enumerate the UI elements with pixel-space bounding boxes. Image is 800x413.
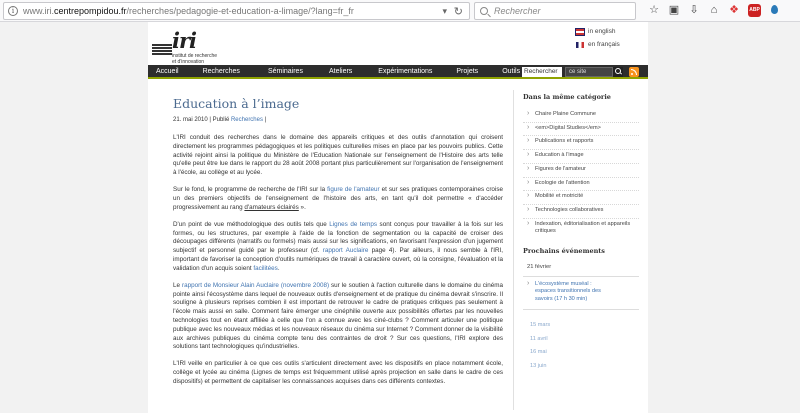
list-item[interactable]: › Mobilité et motricité xyxy=(523,191,639,205)
toolbar-icons xyxy=(648,4,779,17)
reload-icon[interactable]: ↻ xyxy=(453,6,463,18)
browser-search-input[interactable] xyxy=(474,2,636,20)
list-item[interactable]: › Ecologie de l'attention xyxy=(523,178,639,192)
published-label: Publié xyxy=(212,117,230,123)
date-link[interactable]: 13 juin xyxy=(530,362,547,369)
lignes-de-temps-link[interactable]: Lignes de temps xyxy=(329,220,378,228)
event-link[interactable]: › L'écosystème muséal : espaces transitionnels des savoirs (17 h 30 min) xyxy=(523,276,639,311)
article xyxy=(173,96,503,395)
category-link[interactable]: Recherches xyxy=(230,117,263,123)
category-list xyxy=(523,109,639,239)
url-bar[interactable] xyxy=(3,2,470,20)
download-icon[interactable]: ⇩ xyxy=(689,4,699,16)
list-item[interactable]: › Figures de l'amateur xyxy=(523,164,639,178)
events-title: Prochains événements xyxy=(523,246,605,255)
article-meta xyxy=(173,117,503,123)
url-dropdown-icon[interactable]: ▾ xyxy=(442,6,447,16)
list-item[interactable]: › <em>Digital Studies</em> xyxy=(523,123,639,137)
paragraph-2: Sur le fond, le programme de recherche de l'IRI sur la figure de l'amateur et sur ses pratiques contemporaines croise un des premiers objectifs de l'enseignement de l'histoire des arts, en tant qu'il doit permettre « d'accéder progressivement au rang d'amateurs éclairés ». xyxy=(173,186,503,211)
dropper-icon[interactable] xyxy=(769,4,779,17)
article-title: Education à l’image xyxy=(173,96,300,111)
paragraph-5: L'IRI veille en particulier à ce que ces outils s'articulent directement avec les dispositifs en place notamment école, collège et lycée au cinéma (Lignes de temps est fréquemment utilisé après projection en salle dans le cadre de ces dispositifs) et permettent de capitaliser les connaissances acquises dans ces différents contextes. xyxy=(173,360,503,385)
browser-search-placeholder: Rechercher xyxy=(494,6,541,16)
nav-item-ateliers[interactable]: Ateliers xyxy=(328,67,353,75)
facilitees-link[interactable]: facilitées xyxy=(253,264,278,272)
browser-toolbar xyxy=(0,0,800,22)
meta-separator: | xyxy=(264,117,267,123)
nav-item-projets[interactable]: Projets xyxy=(456,67,479,75)
page-viewport xyxy=(0,22,800,413)
rss-icon[interactable] xyxy=(629,67,639,77)
paragraph-1: L'IRI conduit des recherches dans le domaine des appareils critiques et des outils d'annotation qui croisent directement les programmes pédagogiques et les politiques culturelles mises en place par les pouvoirs publics. Cette activité rejoint ainsi la politique du Ministère de l'Education Nationale sur l'enseignement de l'Histoire des arts telle qu'elle peut être lue dans le rapport du 28 août 2008 portant plus particulièrement sur l'organisation de l'enseignement à l'école, au collège et au lycée. xyxy=(173,134,503,177)
logo-subtitle: institut de recherche et d'innovation xyxy=(172,53,218,65)
list-item[interactable]: › Indexation, éditorialisation et appareils critiques xyxy=(523,219,639,239)
list-item[interactable]: › Chaire Plaine Commune xyxy=(523,109,639,123)
upcoming-dates xyxy=(530,322,639,369)
search-submit-icon[interactable] xyxy=(613,67,623,77)
date-link[interactable]: 16 mai xyxy=(530,349,547,356)
meta-separator: | xyxy=(209,117,211,123)
amateurs-eclaires-link[interactable]: d'amateurs éclairés xyxy=(244,203,299,211)
nav-item-seminaires[interactable]: Séminaires xyxy=(267,67,303,75)
logo-word: iri xyxy=(172,28,197,53)
list-item[interactable]: › Technologies collaboratives xyxy=(523,205,639,219)
france-flag-icon xyxy=(576,42,584,48)
list-item[interactable]: › Publications et rapports xyxy=(523,136,639,150)
site-search-input[interactable]: Rechercher xyxy=(522,67,562,77)
amateur-link[interactable]: figure de l'amateur xyxy=(327,186,380,194)
lang-english-link[interactable]: in english xyxy=(576,28,615,35)
date-link[interactable]: 11 avril xyxy=(530,335,548,342)
nav-item-experimentations[interactable]: Expérimentations xyxy=(378,67,433,75)
rapport-auclaire-link[interactable]: rapport Auclaire xyxy=(322,247,369,255)
logo-stripes-icon xyxy=(152,44,172,58)
sidebar xyxy=(513,90,639,410)
article-body xyxy=(173,134,503,387)
nav-item-outils[interactable]: Outils xyxy=(502,67,521,75)
home-icon[interactable]: ⌂ xyxy=(710,4,718,16)
page-container xyxy=(148,22,648,413)
paragraph-3: D'un point de vue méthodologique des outils tels que Lignes de temps sont conçus pour travailler à la fois sur les formes, ou les structures, par exemple à l'aide de la fonction de segmentation ou la capacité de croiser des découpages différents (narratifs ou formels) mais aussi sur les significations, en favorisant l'expression d'un jugement subjectif et personnel guidé par le professeur (cf. rapport Auclaire page 4). Par ailleurs, il nous semble à l'IRI, important de favoriser la conception d'outils numériques de travail à caractère ouvert, où la consigne, l'évaluation et la validation d'un acquis soient facilitées. xyxy=(173,220,504,272)
clipboard-icon[interactable]: ▣ xyxy=(668,4,680,16)
iri-logo[interactable] xyxy=(150,28,218,65)
search-scope-select[interactable]: ce site xyxy=(565,67,613,77)
uk-flag-icon xyxy=(576,29,584,35)
main-nav xyxy=(148,65,648,79)
lang-french-link[interactable]: en français xyxy=(576,41,620,48)
search-icon xyxy=(480,7,488,15)
nav-item-accueil[interactable]: Accueil xyxy=(156,67,179,75)
nav-item-recherches[interactable]: Recherches xyxy=(202,67,240,75)
event-date: 21 février xyxy=(527,263,552,270)
star-icon[interactable]: ☆ xyxy=(649,4,659,16)
site-info-icon[interactable]: i xyxy=(8,6,18,16)
paragraph-4: Le rapport de Monsieur Alain Auclaire (novembre 2008) sur le soutien à l'action culturelle dans le domaine du cinéma pointe ainsi l'écosystème dans lequel de nouveaux outils d'enseignement et de pratique du cinéma devrait s'inscrire. Il souligne à plusieurs reprises combien il est important de retrouver le cadre de pratiques critiques pas seulement à l'école mais aussi en salle. Comment faire émerger une cinéphilie ouverte aux possibilités offertes par les nouvelles technologies tout en étant affiliée à celle que l'on a connue avec les ciné-clubs ? Comment articuler une politique publique avec les nouveaux médias et les nouveaux réseaux du cinéma sur Internet ? Comment donner de la visibilité aux archives publiques du cinéma compte tenu des contraintes de droit ? Sur ces questions, l'IRI explore des solutions tant technologiques qu'industrielles. xyxy=(173,281,503,351)
pocket-icon[interactable]: ❖ xyxy=(729,4,739,16)
url-text[interactable]: www.iri.centrepompidou.fr/recherches/pedagogie-et-education-a-limage/?lang=fr_fr xyxy=(23,6,354,16)
rapport-alain-auclaire-link[interactable]: rapport de Monsieur Alain Auclaire (novembre 2008) xyxy=(182,281,330,289)
same-category-title: Dans la même catégorie xyxy=(523,93,611,101)
date-link[interactable]: 15 mars xyxy=(530,322,551,329)
list-item[interactable]: › Education à l'image xyxy=(523,150,639,164)
article-date: 21. mai 2010 xyxy=(173,117,208,123)
adblock-icon[interactable]: ABP xyxy=(748,4,761,17)
